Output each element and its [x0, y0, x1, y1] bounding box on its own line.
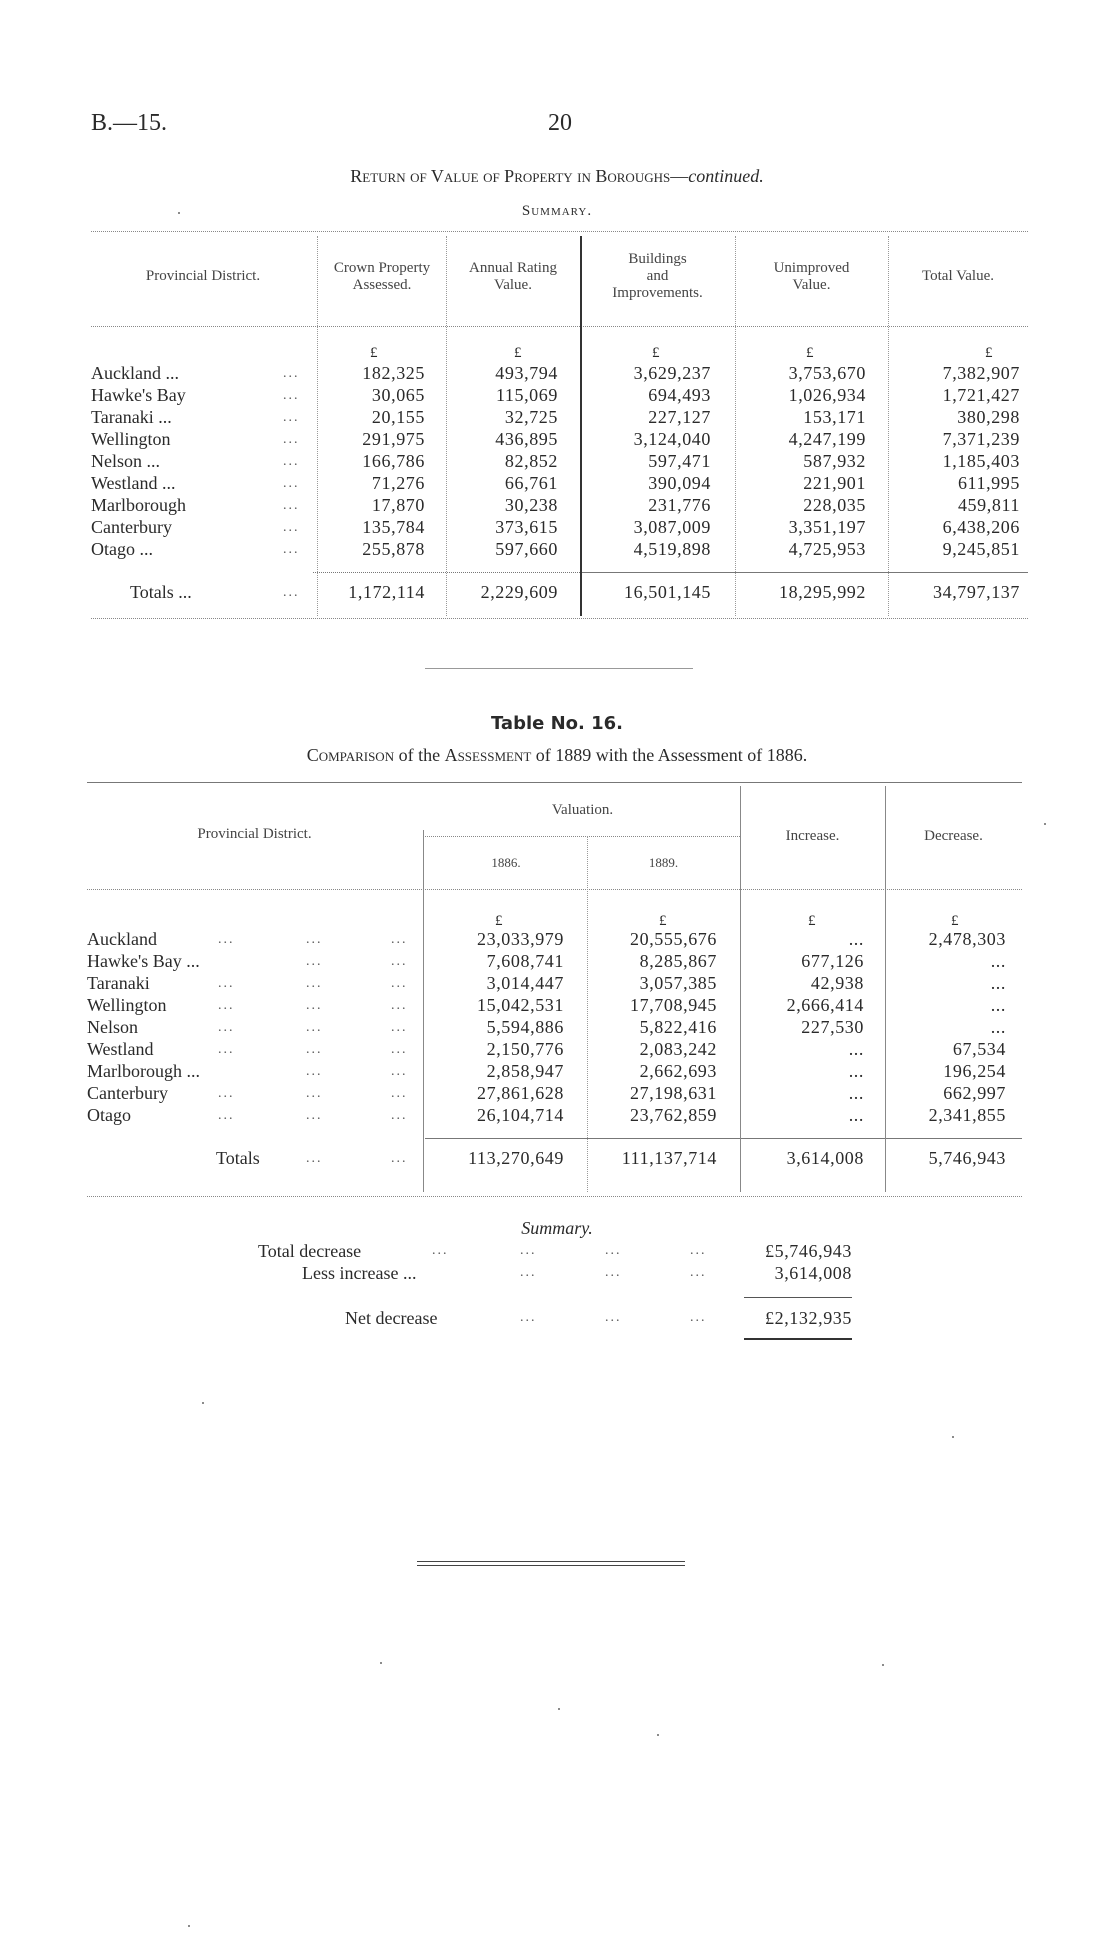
subtitle-part: of the [398, 745, 441, 765]
leader-dots: ... [306, 954, 323, 969]
net-decrease-value: £2,132,935 [765, 1308, 852, 1328]
buildings-value: 3,629,237 [633, 363, 711, 383]
closing-rule-bottom [417, 1565, 685, 1566]
header-line: Crown Property [333, 260, 431, 276]
currency-symbol: £ [951, 913, 960, 929]
crown-value: 291,975 [362, 429, 425, 449]
leader-dots: ... [218, 1020, 235, 1035]
leader-dots: ... [306, 1020, 323, 1035]
leader-dots: ... [391, 932, 408, 947]
closing-rule-top [417, 1561, 685, 1562]
leader-dots: ... [283, 410, 300, 425]
table1-totals-rule [580, 572, 1028, 573]
unimproved-value: 228,035 [803, 495, 866, 515]
leader-dots: ... [391, 1086, 408, 1101]
increase-value: ... [848, 1105, 864, 1125]
leader-dots: ... [391, 954, 408, 969]
leader-dots: ... [391, 1020, 408, 1035]
table2-totals-rule [425, 1138, 1022, 1139]
subtitle-part: Assessment [444, 745, 532, 765]
buildings-value: 694,493 [648, 385, 711, 405]
valuation-1886: 26,104,714 [477, 1105, 564, 1125]
header-line: Unimproved [773, 260, 850, 276]
decrease-value: 2,341,855 [928, 1105, 1006, 1125]
table1-bottom-rule [91, 618, 1028, 619]
table1-subtitle: Summary. [521, 203, 593, 219]
table2-header-1886: 1886. [491, 855, 521, 870]
total-value: 9,245,851 [942, 539, 1020, 559]
leader-dots: ... [520, 1243, 537, 1258]
decrease-value: 662,997 [943, 1083, 1006, 1103]
table1-header-annual [446, 260, 580, 294]
crown-value: 182,325 [362, 363, 425, 383]
table2-header-valuation: Valuation. [551, 802, 614, 818]
header-line: Improvements. [612, 285, 703, 301]
scan-speck [952, 1436, 954, 1438]
scan-speck [380, 1662, 382, 1664]
increase-value: ... [848, 1083, 864, 1103]
district-name: Canterbury [91, 517, 172, 537]
decrease-total: 5,746,943 [928, 1148, 1006, 1168]
buildings-value: 390,094 [648, 473, 711, 493]
less-increase-label: Less increase ... [302, 1263, 417, 1283]
decrease-value: ... [990, 1017, 1006, 1037]
unimproved-value: 4,725,953 [788, 539, 866, 559]
scan-speck [558, 1708, 560, 1710]
decrease-value: ... [990, 951, 1006, 971]
crown-value: 135,784 [362, 517, 425, 537]
decrease-value: 67,534 [952, 1039, 1006, 1059]
annual-value: 597,660 [495, 539, 558, 559]
crown-value: 71,276 [371, 473, 425, 493]
increase-total: 3,614,008 [786, 1148, 864, 1168]
valuation-1889: 5,822,416 [639, 1017, 717, 1037]
subtitle-part: Comparison [306, 745, 395, 765]
valuation-1886: 3,014,447 [486, 973, 564, 993]
unimproved-value: 587,932 [803, 451, 866, 471]
leader-dots: ... [218, 1042, 235, 1057]
leader-dots: ... [218, 932, 235, 947]
scan-speck [188, 1925, 190, 1927]
leader-dots: ... [283, 366, 300, 381]
leader-dots: ... [218, 998, 235, 1013]
leader-dots: ... [283, 388, 300, 403]
valuation-1889-total: 111,137,714 [621, 1148, 717, 1168]
currency-symbol: £ [652, 345, 661, 361]
currency-symbol: £ [985, 345, 994, 361]
page-number: 20 [548, 110, 572, 136]
unimproved-total: 18,295,992 [779, 582, 866, 602]
unimproved-value: 153,171 [803, 407, 866, 427]
table2-title: Table No. 16. [490, 713, 624, 734]
document-code: B.—15. [91, 110, 168, 136]
annual-value: 493,794 [495, 363, 558, 383]
leader-dots: ... [283, 520, 300, 535]
currency-symbol: £ [806, 345, 815, 361]
annual-value: 82,852 [504, 451, 558, 471]
leader-dots: ... [391, 1108, 408, 1123]
totals-label: Totals [216, 1148, 260, 1168]
total-value: 6,438,206 [942, 517, 1020, 537]
valuation-1886: 27,861,628 [477, 1083, 564, 1103]
district-name: Auckland [87, 929, 157, 949]
crown-value: 20,155 [371, 407, 425, 427]
annual-value: 32,725 [504, 407, 558, 427]
section-separator [425, 668, 693, 669]
unimproved-value: 221,901 [803, 473, 866, 493]
leader-dots: ... [391, 998, 408, 1013]
scan-speck [882, 1664, 884, 1666]
unimproved-value: 4,247,199 [788, 429, 866, 449]
table1-title [0, 166, 1114, 187]
total-value: 1,721,427 [942, 385, 1020, 405]
leader-dots: ... [690, 1265, 707, 1280]
currency-symbol: £ [514, 345, 523, 361]
decrease-value: ... [990, 995, 1006, 1015]
annual-value: 30,238 [504, 495, 558, 515]
district-name: Hawke's Bay [91, 385, 186, 405]
scan-speck [202, 1402, 204, 1404]
annual-value: 66,761 [504, 473, 558, 493]
leader-dots: ... [283, 498, 300, 513]
valuation-1889: 2,662,693 [639, 1061, 717, 1081]
annual-total: 2,229,609 [480, 582, 558, 602]
leader-dots: ... [605, 1243, 622, 1258]
leader-dots: ... [283, 542, 300, 557]
table1-header-district: Provincial District. [145, 268, 261, 284]
total-value: 7,371,239 [942, 429, 1020, 449]
unimproved-value: 3,753,670 [788, 363, 866, 383]
net-decrease-label: Net decrease [345, 1308, 438, 1328]
valuation-1889: 17,708,945 [630, 995, 717, 1015]
leader-dots: ... [306, 1108, 323, 1123]
district-name: Westland [87, 1039, 154, 1059]
total-value: 611,995 [957, 473, 1020, 493]
leader-dots: ... [306, 1064, 323, 1079]
header-line: Value. [494, 277, 532, 293]
table2-header-district: Provincial District. [197, 826, 312, 842]
header-line: Assessed. [352, 277, 412, 293]
valuation-1889: 27,198,631 [630, 1083, 717, 1103]
increase-value: 2,666,414 [786, 995, 864, 1015]
leader-dots: ... [306, 976, 323, 991]
leader-dots: ... [690, 1243, 707, 1258]
valuation-1886: 23,033,979 [477, 929, 564, 949]
leader-dots: ... [605, 1310, 622, 1325]
header-line: Value. [792, 277, 831, 293]
district-name: Nelson ... [91, 451, 160, 471]
leader-dots: ... [391, 1042, 408, 1057]
valuation-1886: 15,042,531 [477, 995, 564, 1015]
annual-value: 373,615 [495, 517, 558, 537]
leader-dots: ... [391, 976, 408, 991]
increase-value: ... [848, 1039, 864, 1059]
leader-dots: ... [218, 1108, 235, 1123]
currency-symbol: £ [370, 345, 379, 361]
table1-header-unimproved [735, 260, 888, 294]
total-value: 1,185,403 [942, 451, 1020, 471]
header-line: Annual Rating [469, 260, 557, 276]
increase-value: 677,126 [801, 951, 864, 971]
summary-title: Summary. [521, 1218, 593, 1238]
summary-subtotal-rule [744, 1297, 852, 1298]
buildings-value: 597,471 [648, 451, 711, 471]
leader-dots: ... [605, 1265, 622, 1280]
header-line: and [646, 268, 669, 284]
decrease-value: 2,478,303 [928, 929, 1006, 949]
table1-title-continued: continued. [688, 166, 764, 186]
total-decrease-label: Total decrease [258, 1241, 362, 1261]
crown-value: 255,878 [362, 539, 425, 559]
valuation-1889: 3,057,385 [639, 973, 717, 993]
table2-top-rule [87, 782, 1022, 783]
district-name: Auckland ... [91, 363, 179, 383]
valuation-1889: 8,285,867 [639, 951, 717, 971]
table2-col-divider [423, 830, 424, 1192]
district-name: Marlborough [91, 495, 186, 515]
total-value: 7,382,907 [942, 363, 1020, 383]
unimproved-value: 1,026,934 [788, 385, 866, 405]
district-name: Taranaki ... [91, 407, 172, 427]
subtitle-part: of 1889 with the Assessment of 1886. [535, 745, 808, 765]
currency-symbol: £ [659, 913, 668, 929]
district-name: Otago [87, 1105, 131, 1125]
increase-value: ... [848, 1061, 864, 1081]
leader-dots: ... [306, 1151, 323, 1166]
leader-dots: ... [306, 1042, 323, 1057]
valuation-1886: 2,150,776 [486, 1039, 564, 1059]
scan-speck [657, 1734, 659, 1736]
buildings-value: 3,087,009 [633, 517, 711, 537]
table2-header-increase: Increase. [785, 828, 840, 844]
decrease-value: 196,254 [943, 1061, 1006, 1081]
currency-symbol: £ [808, 913, 817, 929]
buildings-value: 3,124,040 [633, 429, 711, 449]
buildings-value: 227,127 [648, 407, 711, 427]
district-name: Westland ... [91, 473, 176, 493]
grand-total: 34,797,137 [933, 582, 1020, 602]
buildings-value: 231,776 [648, 495, 711, 515]
totals-label: Totals ... [130, 582, 192, 602]
table2-header-1889: 1889. [648, 855, 679, 870]
valuation-1889: 2,083,242 [639, 1039, 717, 1059]
table2-bottom-rule [87, 1196, 1022, 1197]
crown-value: 166,786 [362, 451, 425, 471]
table1-header-total: Total Value. [922, 268, 994, 284]
buildings-total: 16,501,145 [624, 582, 711, 602]
district-name: Nelson [87, 1017, 138, 1037]
district-name: Wellington [87, 995, 167, 1015]
annual-value: 115,069 [495, 385, 558, 405]
scan-speck [178, 212, 180, 214]
district-name: Taranaki [87, 973, 150, 993]
currency-symbol: £ [495, 913, 504, 929]
leader-dots: ... [306, 1086, 323, 1101]
valuation-1889: 20,555,676 [630, 929, 717, 949]
leader-dots: ... [283, 432, 300, 447]
total-value: 380,298 [957, 407, 1020, 427]
table2-header-decrease: Decrease. [924, 828, 983, 844]
unimproved-value: 3,351,197 [788, 517, 866, 537]
table2-header-rule [87, 889, 1022, 890]
summary-total-rule [744, 1338, 852, 1340]
leader-dots: ... [391, 1151, 408, 1166]
crown-total: 1,172,114 [348, 582, 425, 602]
valuation-1886: 5,594,886 [486, 1017, 564, 1037]
increase-value: 227,530 [801, 1017, 864, 1037]
leader-dots: ... [283, 476, 300, 491]
less-increase-value: 3,614,008 [774, 1263, 852, 1283]
leader-dots: ... [306, 998, 323, 1013]
valuation-1886-total: 113,270,649 [468, 1148, 564, 1168]
leader-dots: ... [432, 1243, 449, 1258]
valuation-1886: 7,608,741 [486, 951, 564, 971]
district-name: Marlborough ... [87, 1061, 200, 1081]
buildings-value: 4,519,898 [633, 539, 711, 559]
decrease-value: ... [990, 973, 1006, 993]
total-decrease-value: £5,746,943 [765, 1241, 852, 1261]
district-name: Otago ... [91, 539, 153, 559]
increase-value: 42,938 [810, 973, 864, 993]
leader-dots: ... [218, 1086, 235, 1101]
annual-value: 436,895 [495, 429, 558, 449]
valuation-1886: 2,858,947 [486, 1061, 564, 1081]
leader-dots: ... [520, 1310, 537, 1325]
leader-dots: ... [306, 932, 323, 947]
leader-dots: ... [218, 976, 235, 991]
crown-value: 30,065 [371, 385, 425, 405]
district-name: Hawke's Bay ... [87, 951, 200, 971]
table1-header-crown [317, 260, 447, 294]
valuation-1889: 23,762,859 [630, 1105, 717, 1125]
leader-dots: ... [283, 585, 300, 600]
leader-dots: ... [283, 454, 300, 469]
total-value: 459,811 [957, 495, 1020, 515]
table1-title-main: Return of Value of Property in Boroughs— [350, 166, 689, 186]
leader-dots: ... [391, 1064, 408, 1079]
table2-subtitle [0, 745, 1114, 766]
increase-value: ... [848, 929, 864, 949]
leader-dots: ... [690, 1310, 707, 1325]
district-name: Canterbury [87, 1083, 168, 1103]
table1-header-buildings [580, 251, 735, 302]
header-line: Buildings [628, 251, 687, 267]
leader-dots: ... [520, 1265, 537, 1280]
district-name: Wellington [91, 429, 171, 449]
valuation-rule [425, 836, 740, 837]
scan-speck [1044, 823, 1046, 825]
crown-value: 17,870 [371, 495, 425, 515]
table1-top-rule [91, 231, 1028, 232]
